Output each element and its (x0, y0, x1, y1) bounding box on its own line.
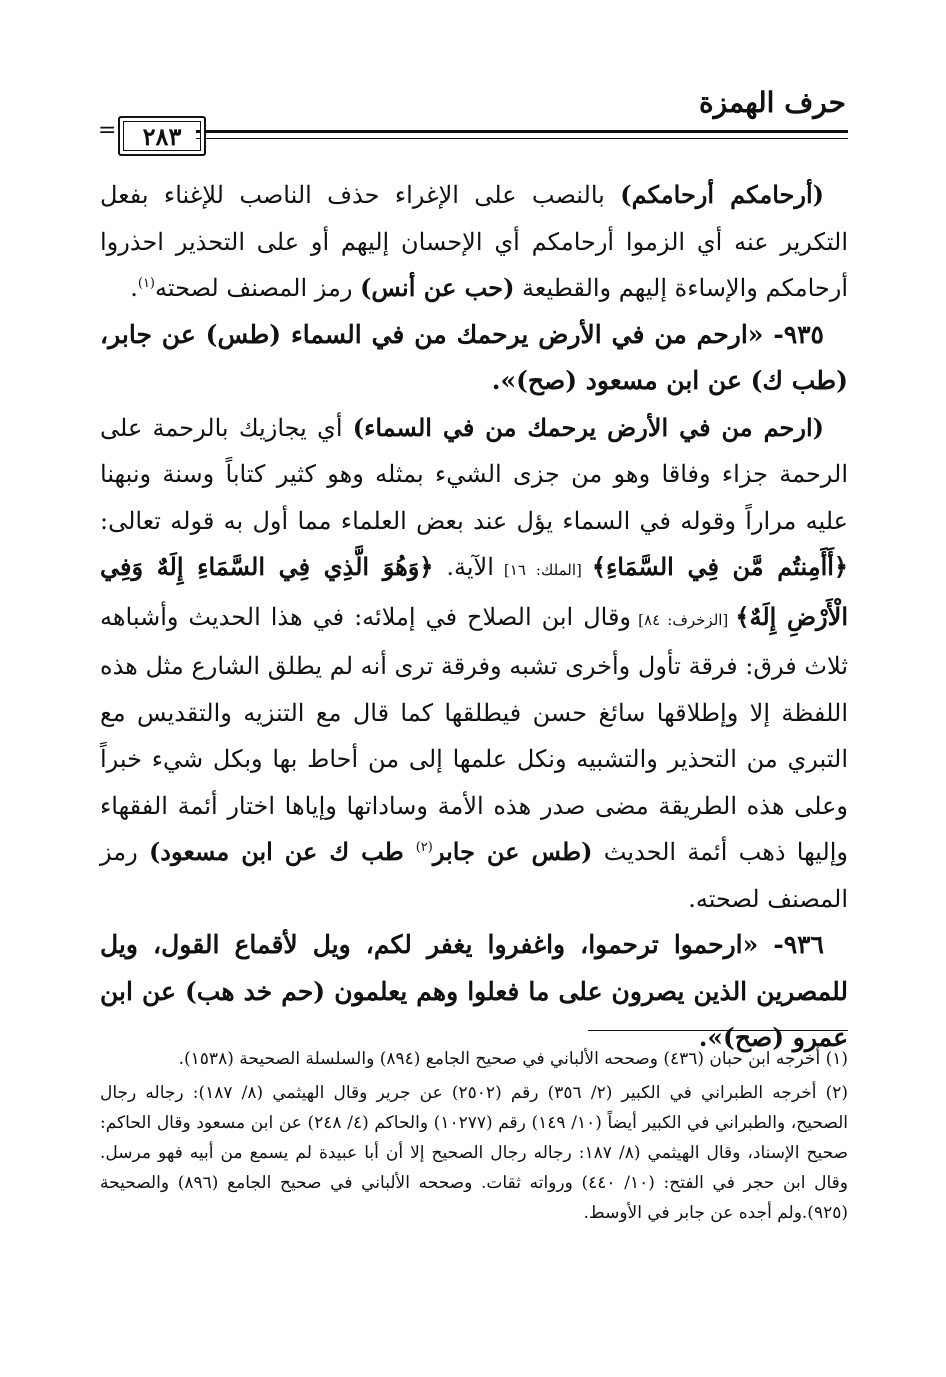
source-ref: (حب عن أنس) (360, 273, 515, 302)
footnote-ref-1[interactable]: (١) (137, 276, 155, 291)
footnote-2: (٢) أخرجه الطبراني في الكبير (٢/ ٣٥٦) رقم (٢٥٠٢) عن جرير وقال الهيثمي (٨/ ١٨٧): رجاله رجال الصحيح، والطبراني في الكبير أيضاً (١٠/ ١٤٩) رقم (١٠٢٧٧) والحاكم (٤/ ٢٤٨) عن ابن مسعود وقال الحاكم: صحيح الإسناد، وقال الهيثمي (٨/ ١٨٧: رجاله رجال الصحيح إلا أن أبا عبيدة لم يسمع من أبيه فهو مرسل. وقال ابن حجر في الفتح: (١٠/ ٤٤٠) ورواته ثقات. وصححه الألباني في صحيح الجامع (٨٩٦) والصحيحة (٩٢٥).ولم أجده عن جابر في الأوسط. (100, 1083, 849, 1223)
chapter-title: حرف الهمزة (698, 86, 846, 119)
main-text (100, 172, 848, 1062)
paragraph-commentary-934 (100, 172, 848, 312)
page-number: ٢٨٣ (118, 116, 206, 156)
footnote-ref-2[interactable]: (٢) (415, 840, 433, 855)
commentary-text: رمز المصنف لصحته. (100, 838, 848, 913)
quran-verse: ﴿أَأَمِنتُم مَّن فِي السَّمَاءِ﴾ (591, 552, 848, 581)
verse-source: [الزخرف: ٨٤] (631, 610, 736, 629)
quran-verse: ﴿وَهُوَ الَّذِي فِي السَّمَاءِ إِلَهٌ وَفِي الْأَرْضِ إِلَهٌ﴾ (100, 552, 848, 631)
footnote-1: (١) أخرجه ابن حبان (٤٣٦) وصححه الألباني في صحيح الجامع (٨٩٤) والسلسلة الصحيحة (١٥٣٨). (178, 1049, 848, 1069)
quoted-phrase: (أرحامكم أرحامكم) (620, 180, 824, 209)
footnote-separator (588, 1030, 848, 1031)
verse-source: [الملك: ١٦] (493, 561, 592, 579)
hadith-935: ٩٣٥- «ارحم من في الأرض يرحمك من في السماء (طس) عن جابر، (طب ك) عن ابن مسعود (صح)». (100, 319, 848, 395)
paragraph-commentary-935 (100, 405, 848, 923)
header-rule (196, 130, 848, 139)
commentary-text: وقال ابن الصلاح في إملائه: في هذا الحديث وأشباهه ثلاث فرق: فرقة تأول وأخرى تشبه وفرقة ترى أنه لم يطلق الشارع مثل هذه اللفظة إلا وإطلاقها سائغ حسن فيطلقها كما قال مع التنزيه والتقديس مع التبري من التحذير والتشبيه ونكل علمها إلى من أحاط بها وبكل شيء خبراً وعلى هذه الطريقة مضى صدر هذه الأمة وساداتها وإياها اختار أئمة الفقهاء وإليها ذهب أئمة الحديث (100, 602, 848, 866)
commentary-text: بالنصب على الإغراء حذف الناصب للإغناء بفعل التكرير عنه أي الزموا أرحامكم أي الإحسان إليهم أو على التحذير احذروا أرحامكم والإساءة إليهم والقطيعة (100, 181, 848, 302)
page-number-ornament: = (98, 118, 117, 143)
source-ref: طب ك عن ابن مسعود) (148, 837, 416, 866)
punctuation: . (130, 274, 138, 302)
commentary-text: رمز المصنف لصحته (155, 274, 361, 302)
quoted-phrase: (ارحم من في الأرض يرحمك من في السماء) (352, 412, 825, 442)
commentary-text: الآية. (433, 553, 494, 581)
footnotes (100, 1044, 848, 1232)
hadith-936: ٩٣٦- «ارحموا ترحموا، واغفروا يغفر لكم، ويل لأقماع القول، ويل للمصرين الذين يصرون على ما فعلوا وهم يعلمون (حم خد هب) عن ابن عمرو (صح)». (100, 930, 848, 1052)
commentary-text: أي يجازيك بالرحمة على الرحمة جزاء وفاقا وهو من جزى الشيء بمثله وهو كثير كتاباً وسنة ونبهنا عليه مراراً وقوله في السماء يؤل عند بعض العلماء مما أول به قوله تعالى: (100, 413, 848, 535)
source-ref: (طس عن جابر (432, 837, 593, 866)
